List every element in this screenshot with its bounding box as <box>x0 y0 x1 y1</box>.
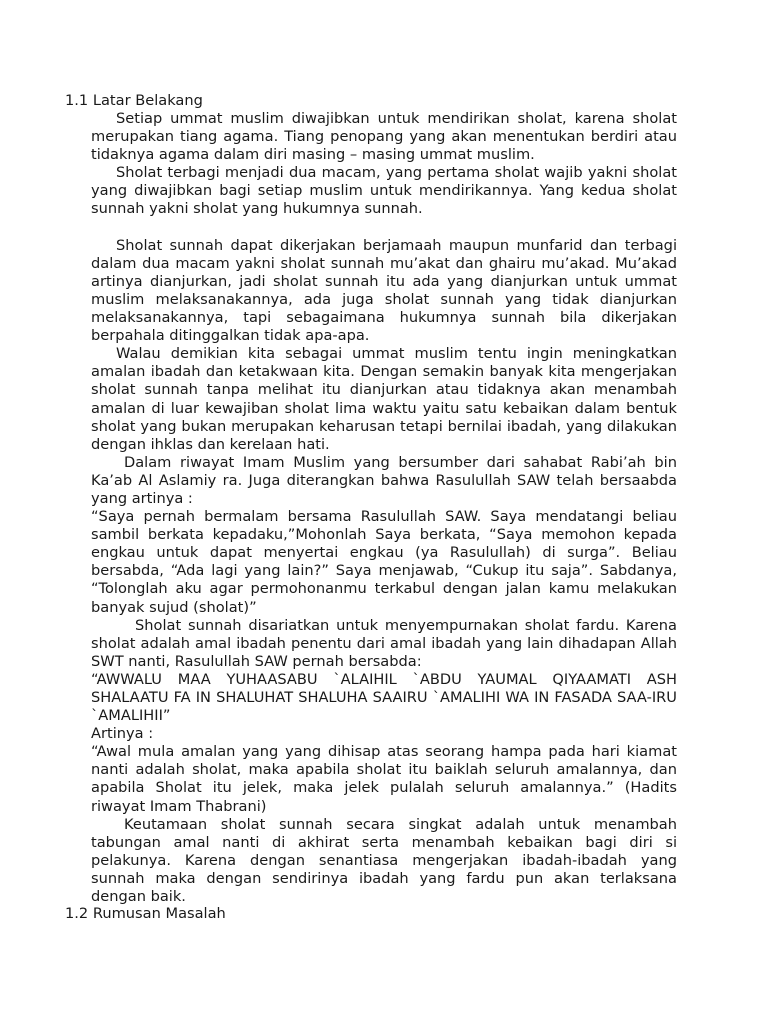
paragraph-arabic-transliteration: “AWWALU MAA YUHAASABU `ALAIHIL `ABDU YAUMAL QIYAAMATI ASH SHALAATU FA IN SHALUHAT SHALUHA SAAIRU `AMALIHI WA IN FASADA SAA-IRU `AMALIHII” <box>91 670 677 725</box>
paragraph-spacer <box>91 219 677 237</box>
section-body <box>91 110 677 906</box>
paragraph-riwayat-imam-muslim: Dalam riwayat Imam Muslim yang bersumber dari sahabat Rabi’ah bin Ka’ab Al Aslamiy ra. Juga diterangkan bahwa Rasulullah SAW telah bersaabda yang artinya : <box>91 453 677 507</box>
paragraph-sholat-sunnah-berjamaah: Sholat sunnah dapat dikerjakan berjamaah maupun munfarid dan terbagi dalam dua macam yakni sholat sunnah mu’akat dan ghairu mu’akad. Mu’akad artinya dianjurkan, jadi sholat sunnah itu ada yang dianjurkan untuk ummat muslim melaksanakannya, ada juga sholat sunnah yang tidak dianjurkan melaksanakannya, tapi sebagaimana hukumnya sunnah bila dikerjakan berpahala ditinggalkan tidak apa-apa. <box>91 236 677 345</box>
paragraph-sholat-fardu: Sholat sunnah disariatkan untuk menyempurnakan sholat fardu. Karena sholat adalah amal ibadah penentu dari amal ibadah yang lain dihadapan Allah SWT nanti, Rasulullah SAW pernah bersabda: <box>91 616 677 670</box>
paragraph-dua-macam-sholat: Sholat terbagi menjadi dua macam, yang pertama sholat wajib yakni sholat yang diwajibkan bagi setiap muslim untuk mendirikannya. Yang kedua sholat sunnah yakni sholat yang hukumnya sunnah. <box>91 164 677 218</box>
paragraph-meningkatkan-amalan: Walau demikian kita sebagai ummat muslim tentu ingin meningkatkan amalan ibadah dan ketakwaan kita. Dengan semakin banyak kita mengerjakan sholat sunnah tanpa melihat itu dianjurkan atau tidaknya akan menambah amalan di luar kewajiban sholat lima waktu yaitu satu kebaikan dalam bentuk sholat yang bukan merupakan keharusan tetapi bernilai ibadah, yang dilakukan dengan ihklas dan kerelaan hati. <box>91 345 677 453</box>
section-heading-latar-belakang: 1.1 Latar Belakang <box>65 92 203 109</box>
paragraph-keutamaan-sholat-sunnah: Keutamaan sholat sunnah secara singkat adalah untuk menambah tabungan amal nanti di akhirat serta menambah kebaikan bagi diri si pelakunya. Karena dengan senantiasa mengerjakan ibadah-ibadah yang sunnah maka dengan sendirinya ibadah yang fardu pun akan terlaksana dengan baik. <box>91 815 677 906</box>
paragraph-hadits-quote: “Saya pernah bermalam bersama Rasulullah SAW. Saya mendatangi beliau sambil berkata kepadaku,”Mohonlah Saya berkata, “Saya memohon kepada engkau untuk dapat menyertai engkau (ya Rasulullah) di surga”. Beliau bersabda, “Ada lagi yang lain?” Saya menjawab, “Cukup itu saja”. Sabdanya, “Tolonglah aku agar permohonanmu terkabul dengan jalan kamu melakukan banyak sujud (sholat)” <box>91 508 677 616</box>
paragraph-artinya-label: Artinya : <box>91 725 154 743</box>
section-heading-rumusan-masalah: 1.2 Rumusan Masalah <box>65 905 226 922</box>
paragraph-hadits-translation: “Awal mula amalan yang yang dihisap atas seorang hampa pada hari kiamat nanti adalah sholat, maka apabila sholat itu baiklah seluruh amalannya, dan apabila Sholat itu jelek, maka jelek pulalah seluruh amalannya.” (Hadits riwayat Imam Thabrani) <box>91 743 677 815</box>
paragraph-sholat-tiang-agama: Setiap ummat muslim diwajibkan untuk mendirikan sholat, karena sholat merupakan tiang agama. Tiang penopang yang akan menentukan berdiri atau tidaknya agama dalam diri masing – masing ummat muslim. <box>91 110 677 164</box>
